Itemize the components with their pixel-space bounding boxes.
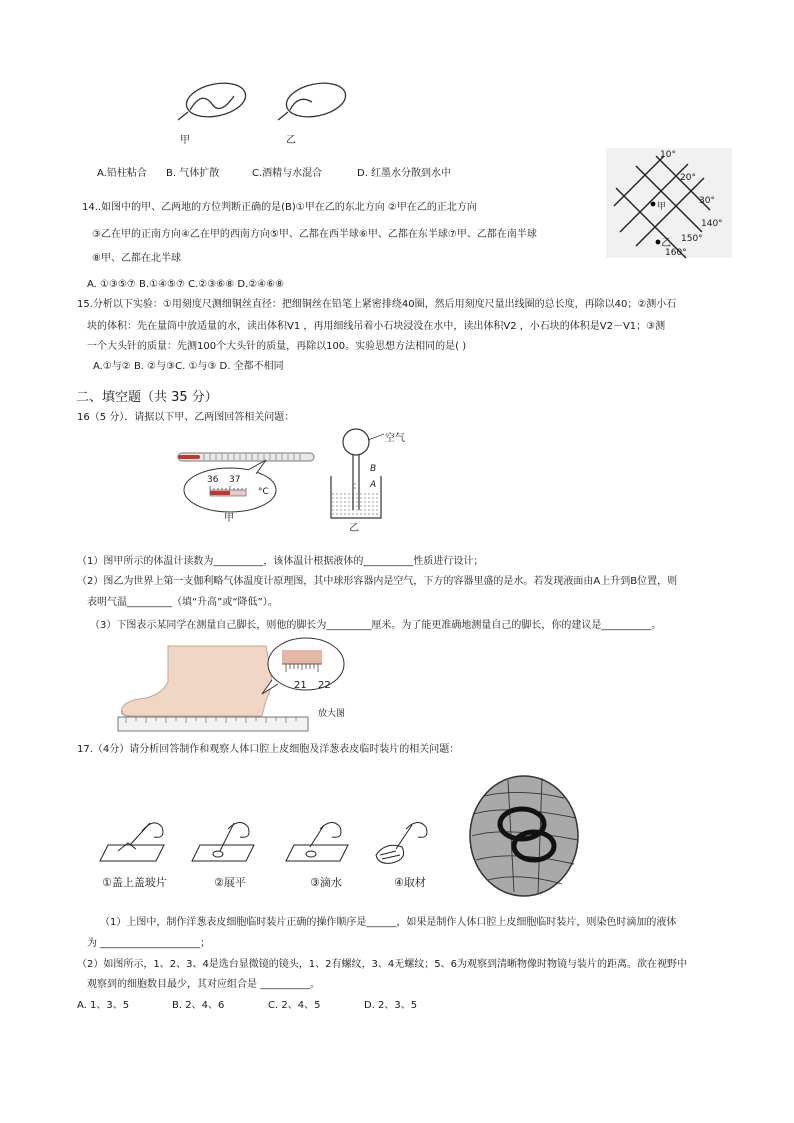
fig-A-label: A bbox=[370, 480, 377, 490]
section-title: 二、填空题（共 35 分） bbox=[76, 390, 218, 405]
microscope-view-figure bbox=[468, 774, 580, 898]
step-label-4: ④取材 bbox=[394, 876, 426, 889]
q17-sub2a: （2）如图所示，1、2、3、4是选台显微镜的镜头，1、2有螺纹，3、4无螺纹；5、6为观察到清晰物像时物镜与装片的距离。欲在视野中 bbox=[77, 959, 687, 970]
point-jia-dot bbox=[651, 202, 656, 207]
q14-line3: ⑧甲、乙都在北半球 bbox=[92, 253, 181, 264]
thermometer-figure bbox=[174, 446, 322, 516]
q17-option-c: C. 2、4、5 bbox=[268, 1000, 321, 1011]
q17-sub2b: 观察到的细胞数目最少，其对应组合是 __________。 bbox=[87, 979, 321, 990]
thermo-tick-37: 37 bbox=[229, 475, 241, 485]
foot-measure-figure bbox=[116, 640, 352, 734]
lat-label-20: 20° bbox=[680, 173, 696, 183]
loop-yi-drawing bbox=[278, 78, 349, 122]
q16-intro: 16（5 分）．请据以下甲、乙两图回答相关问题： bbox=[77, 412, 295, 423]
q17-option-d: D. 2、3、5 bbox=[364, 1000, 418, 1011]
q17-option-a: A. 1、3、5 bbox=[77, 1000, 130, 1011]
thermo-unit: °C bbox=[258, 487, 269, 497]
fig-label-jia: 甲 bbox=[180, 135, 190, 146]
lon-label-160: 160° bbox=[665, 248, 687, 258]
q16-sub1: （1）图甲所示的体温计读数为__________，该体温计根据液体的__________性质进行设计； bbox=[77, 556, 484, 567]
thermo-tick-36: 36 bbox=[207, 475, 219, 485]
fig-yi-label: 乙 bbox=[349, 523, 359, 534]
q14-line2: ③乙在甲的正南方向④乙在甲的西南方向⑤甲、乙都在西半球⑥甲、乙都在东半球⑦甲、乙都在南半球 bbox=[92, 229, 537, 240]
q16-sub2b: 表明气温_________（填“升高”或“降低”）。 bbox=[87, 597, 278, 608]
q13-figure bbox=[180, 82, 360, 157]
foot-zoom-label: 放大图 bbox=[318, 709, 346, 719]
q16-sub2a: （2）图乙为世界上第一支伽利略气体温度计原理图，其中球形容器内是空气，下方的容器里盛的是水。若发现液面由A上升到B位置，则 bbox=[77, 576, 678, 587]
q13-option-a: A.铅柱粘合 bbox=[97, 168, 147, 179]
step-label-1: ①盖上盖玻片 bbox=[102, 876, 167, 889]
q14-line1: 14..如图中的甲、乙两地的方位判断正确的是(B)①甲在乙的东北方向 ②甲在乙的正北方向 bbox=[82, 202, 477, 213]
q17-option-b: B. 2、4、6 bbox=[172, 1000, 225, 1011]
lon-label-140: 140° bbox=[701, 219, 723, 229]
fig-air-label: 空气 bbox=[385, 433, 405, 444]
loop-jia-drawing bbox=[178, 78, 249, 122]
q13-option-c: C.酒精与水混合 bbox=[252, 168, 323, 179]
q17-sub1a: （1）上图中，制作洋葱表皮细胞临时装片正确的操作顺序是______，如果是制作人体口腔上皮细胞临时装片，则染色时滴加的液体 bbox=[100, 917, 677, 928]
point-jia-label: 甲 bbox=[657, 202, 667, 212]
slide-steps-figure bbox=[96, 815, 441, 875]
q15-line1: 15.分析以下实验：①用刻度尺测细铜丝直径：把细铜丝在铅笔上紧密排绕40圈，然后用刻度尺量出线圈的总长度，再除以40；②测小石 bbox=[77, 299, 677, 310]
q16-sub3: （3）下图表示某同学在测量自己脚长，则他的脚长为_________厘米。为了能更准确地测量自己的脚长，你的建议是__________。 bbox=[90, 620, 662, 631]
lon-label-150: 150° bbox=[681, 234, 703, 244]
q17-sub1b: 为 ____________________； bbox=[87, 938, 211, 949]
foot-tick-21: 21 bbox=[294, 680, 307, 691]
q15-options: A.①与② B. ②与③C. ①与③ D. 全都不相同 bbox=[93, 361, 284, 372]
point-yi-dot bbox=[656, 240, 661, 245]
lat-label-10: 10° bbox=[660, 150, 676, 160]
q14-options: A. ①③⑤⑦ B.①④⑤⑦ C.②③⑥⑧ D.②④⑥⑧ bbox=[87, 279, 285, 290]
fig-jia-label: 甲 bbox=[224, 513, 234, 524]
q13-option-b: B. 气体扩散 bbox=[166, 168, 220, 179]
q17-intro: 17.（4分）请分析回答制作和观察人体口腔上皮细胞及洋葱表皮临时装片的相关问题： bbox=[77, 744, 460, 755]
foot-tick-22: 22 bbox=[318, 680, 331, 691]
step-label-3: ③滴水 bbox=[310, 876, 342, 889]
fig-B-label: B bbox=[370, 464, 377, 474]
step-label-2: ②展平 bbox=[214, 876, 246, 889]
q15-line2: 块的体积：先在量筒中放适量的水，读出体积V1 ，再用细线吊着小石块浸没在水中，读出体积V2 ，小石块的体积是V2－V1；③测 bbox=[87, 321, 666, 332]
fig-label-yi: 乙 bbox=[286, 135, 296, 146]
lat-label-30: 30° bbox=[699, 196, 715, 206]
q15-line3: 一个大头针的质量：先测100个大头针的质量，再除以100。实验思想方法相同的是( ) bbox=[87, 341, 467, 352]
point-yi-label: 乙 bbox=[661, 238, 671, 249]
q13-option-d: D. 红墨水分散到水中 bbox=[357, 168, 452, 179]
